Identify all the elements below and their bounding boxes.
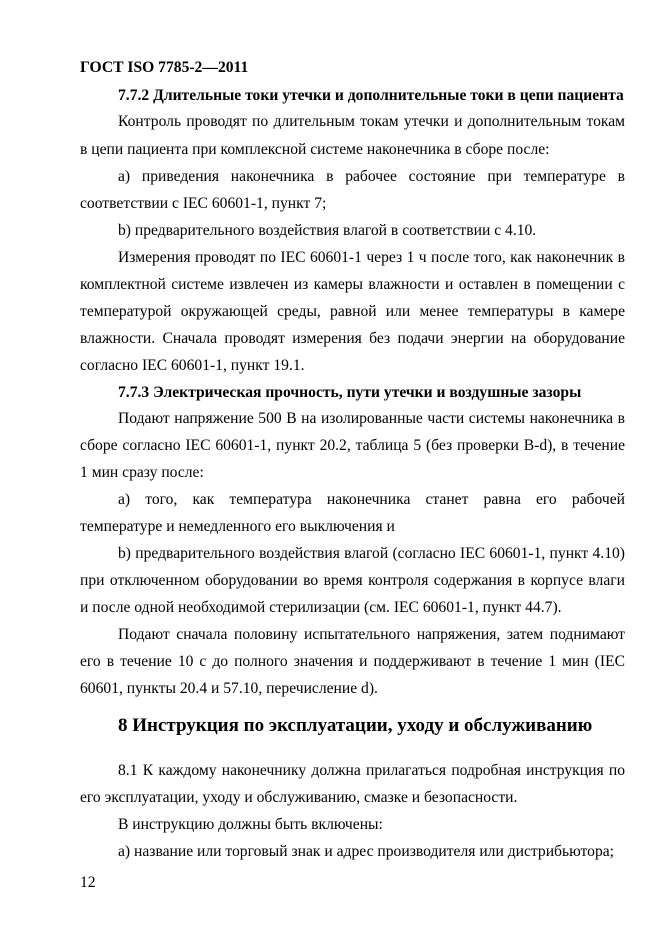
page-number: 12 [80,874,96,891]
paragraph-voltage-line: сборе согласно IEC 60601-1, пункт 20.2, таблица 5 (без проверки B-d), в течение [80,437,625,454]
list-item-b-line: b) предварительного воздействия влагой в соответствии с 4.10. [118,222,537,239]
paragraph-test-voltage-line: 60601, пункты 20.4 и 57.10, перечисление d). [80,680,378,697]
paragraph-test-voltage-line: его в течение 10 с до полного значения и поддерживают в течение 1 мин (IEC [80,653,625,670]
list-item-b-line: b) предварительного воздействия влагой (согласно IEC 60601-1, пункт 4.10) [118,545,625,562]
paragraph-measurement-line: согласно IEC 60601-1, пункт 19.1. [80,357,305,374]
paragraph-test-voltage-line: Подают сначала половину испытательного напряжения, затем поднимают [118,626,625,643]
paragraph-measurement-line: Измерения проводят по IEC 60601-1 через 1 ч после того, как наконечник в [118,249,625,266]
heading-7-7-3: 7.7.3 Электрическая прочность, пути утечки и воздушные зазоры [118,384,582,401]
paragraph-7-7-2-line: в цепи пациента при комплексной системе наконечника в сборе после: [80,141,550,158]
paragraph-8-1-line: его эксплуатации, уходу и обслуживанию, смазке и безопасности. [80,789,518,806]
paragraph-8-1-line: 8.1 К каждому наконечнику должна прилагаться подробная инструкция по [118,762,625,779]
list-item-a-line: a) название или торговый знак и адрес производителя или дистрибьютора; [118,843,614,860]
paragraph-voltage-line: Подают напряжение 500 В на изолированные части системы наконечника в [118,410,625,427]
list-item-a-line: a) того, как температура наконечника станет равна его рабочей [118,491,625,508]
paragraph-instructions-intro: В инструкцию должны быть включены: [118,816,383,833]
list-item-a-line: a) приведения наконечника в рабочее состояние при температуре в [118,168,625,185]
paragraph-voltage-line: 1 мин сразу после: [80,464,204,481]
document-code-header: ГОСТ ISO 7785-2—2011 [80,59,249,76]
list-item-b-line: и после одной необходимой стерилизации (см. IEC 60601-1, пункт 44.7). [80,599,562,616]
paragraph-7-7-2-line: Контроль проводят по длительным токам утечки и дополнительным токам [118,113,625,130]
list-item-b-line: при отключенном оборудовании во время контроля содержания в корпусе влаги [80,572,625,589]
section-8-title: 8 Инструкция по эксплуатации, уходу и обслуживанию [118,715,593,736]
list-item-a-line: температуре и немедленного его выключения и [80,518,395,535]
paragraph-measurement-line: температурой окружающей среды, равной или менее температуры в камере [80,303,625,320]
paragraph-measurement-line: влажности. Сначала проводят измерения без подачи энергии на оборудование [80,330,625,347]
paragraph-measurement-line: комплектной системе извлечен из камеры влажности и оставлен в помещении с [80,276,625,293]
heading-7-7-2: 7.7.2 Длительные токи утечки и дополнительные токи в цепи пациента [118,87,624,104]
list-item-a-line: соответствии с IEC 60601-1, пункт 7; [80,195,327,212]
